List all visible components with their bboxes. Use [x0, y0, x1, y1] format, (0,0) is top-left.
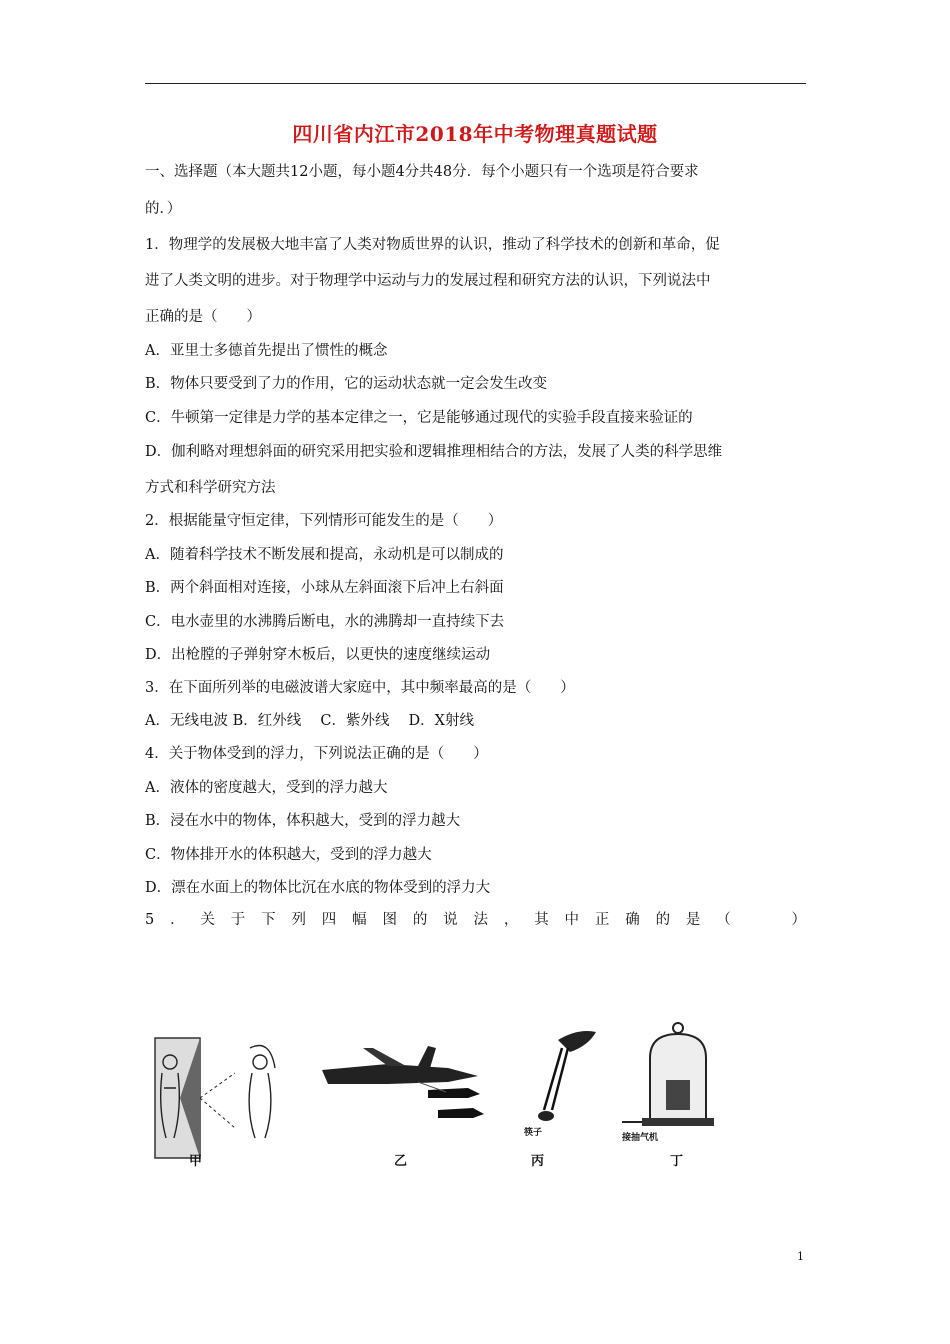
- q5-char: ．: [170, 912, 185, 928]
- label-pump: 接抽气机: [622, 1133, 659, 1143]
- text-line: A．亚里士多德首先提出了惯性的概念: [145, 343, 388, 359]
- text-line: A．无线电波 B．红外线 C．紫外线 D．X射线: [145, 713, 474, 729]
- q5-char: 的: [655, 912, 671, 928]
- label-chopsticks: 筷子: [524, 1128, 543, 1138]
- q5-char: （: [716, 912, 731, 928]
- q5-char: [747, 910, 776, 930]
- text-line: 的．）: [145, 201, 182, 217]
- q5-char: 是: [685, 912, 701, 928]
- q5-char: 图: [382, 912, 397, 928]
- q5-char: 列: [291, 912, 306, 928]
- q5-char: 确: [625, 912, 640, 928]
- text-line: B．物体只要受到了力的作用，它的运动状态就一定会发生改变: [145, 376, 548, 392]
- text-line: 一、选择题（本大题共12小题，每小题4分共48分．每个小题只有一个选项是符合要求: [145, 164, 699, 180]
- text-line: 4．关于物体受到的浮力，下列说法正确的是（ ）: [145, 746, 488, 762]
- text-line: C．电水壶里的水沸腾后断电，水的沸腾却一直持续下去: [145, 614, 505, 630]
- text-line: D．漂在水面上的物体比沉在水底的物体受到的浮力大: [145, 880, 491, 896]
- text-line: A．随着科学技术不断发展和提高，永动机是可以制成的: [145, 547, 504, 563]
- text-line: D．伽利略对理想斜面的研究采用把实验和逻辑推理相结合的方法，发展了人类的科学思维: [145, 444, 723, 460]
- q5-char: 关: [200, 912, 215, 928]
- text-line: 进了人类文明的进步。对于物理学中运动与力的发展过程和研究方法的认识，下列说法中: [145, 273, 711, 289]
- caption-ding: 丁: [670, 1154, 684, 1169]
- q5-char: 幅: [352, 912, 367, 928]
- text-line: 3．在下面所列举的电磁波谱大家庭中，其中频率最高的是（ ）: [145, 680, 575, 696]
- text-line: 方式和科学研究方法: [145, 480, 276, 496]
- q5-char: 法: [473, 912, 489, 928]
- figure-bing-chopsticks: [518, 1018, 608, 1138]
- caption-yi: 乙: [394, 1154, 408, 1169]
- q5-char: 中: [564, 912, 580, 928]
- figure-ding-bell-jar: [618, 1018, 718, 1148]
- text-line: C．物体排开水的体积越大，受到的浮力越大: [145, 847, 432, 863]
- q5-char: 四: [321, 912, 337, 928]
- q5-char: 于: [230, 912, 246, 928]
- text-line: A．液体的密度越大，受到的浮力越大: [145, 780, 388, 796]
- text-line: D．出枪膛的子弹射穿木板后，以更快的速度继续运动: [145, 647, 491, 663]
- text-line: 正确的是（ ）: [145, 309, 261, 325]
- caption-bing: 丙: [531, 1154, 545, 1169]
- caption-jia: 甲: [189, 1154, 203, 1169]
- figure-jia-mirror: [140, 1018, 300, 1178]
- text-line: B．浸在水中的物体，体积越大，受到的浮力越大: [145, 813, 461, 829]
- q5-char: ）: [791, 912, 806, 928]
- q5-char: ，: [503, 912, 519, 928]
- text-line: 2．根据能量守恒定律，下列情形可能发生的是（ ）: [145, 513, 503, 529]
- q5-char: 5: [145, 912, 155, 928]
- q5-char: 下: [261, 912, 276, 928]
- header-rule: [145, 83, 806, 84]
- text-line: 1．物理学的发展极大地丰富了人类对物质世界的认识，推动了科学技术的创新和革命，促: [145, 237, 720, 253]
- text-line: B．两个斜面相对连接，小球从左斜面滚下后冲上右斜面: [145, 580, 504, 596]
- q5-char: 说: [443, 912, 458, 928]
- page-title: 四川省内江市2018年中考物理真题试题: [292, 122, 658, 146]
- q5-char: 的: [412, 912, 428, 928]
- figure-yi-aircraft: [318, 1018, 488, 1138]
- page-number: 1: [797, 1250, 804, 1263]
- q5-char: 其: [534, 912, 549, 928]
- text-line: C．牛顿第一定律是力学的基本定律之一，它是能够通过现代的实验手段直接来验证的: [145, 410, 693, 426]
- question-5-line: [145, 910, 806, 930]
- q5-char: 正: [594, 912, 610, 928]
